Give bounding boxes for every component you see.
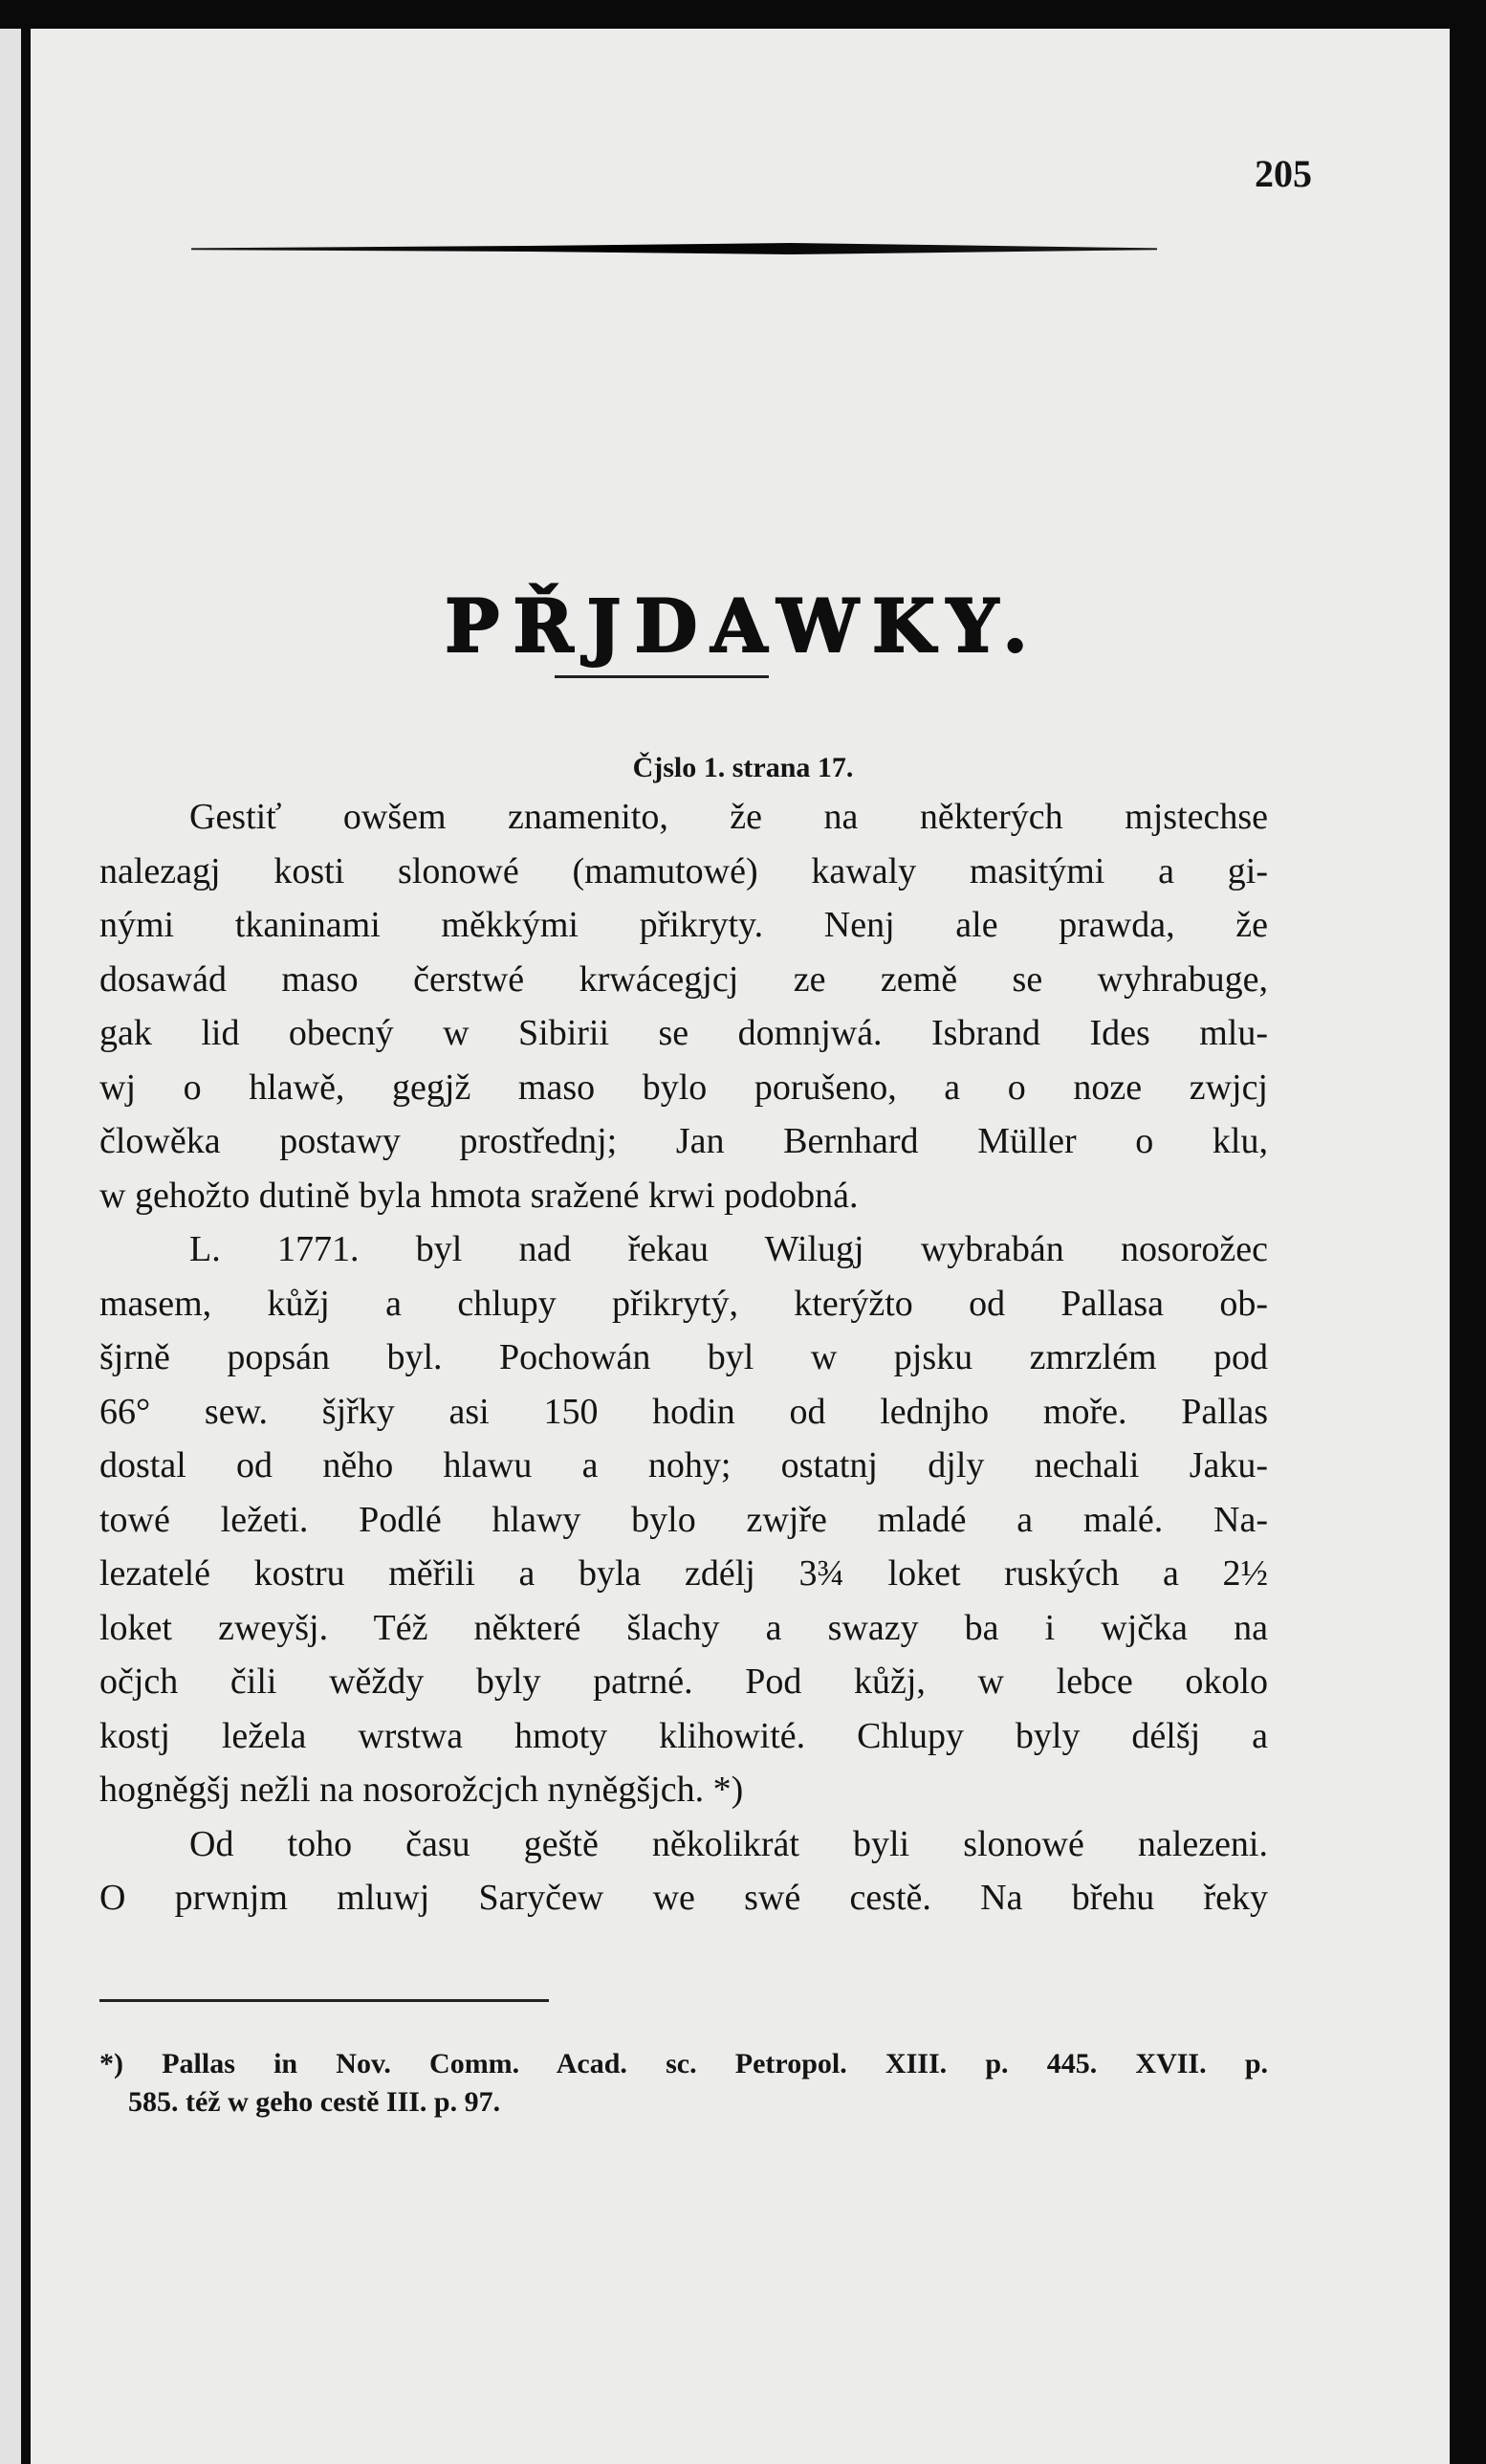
text-line: lezatelé kostru měřili a byla zdélj 3¾ loket ruských a 2½ (99, 1553, 1268, 1594)
text-line: masem, kůžj a chlupy přikrytý, kterýžto od Pallasa ob- (99, 1283, 1268, 1324)
body-text (99, 790, 1268, 1925)
text-line: O prwnjm mluwj Saryčew we swé cestě. Na břehu řeky (99, 1878, 1268, 1918)
text-line: wj o hlawě, gegjž maso bylo porušeno, a o noze zwjcj (99, 1067, 1268, 1108)
text-line: loket zweyšj. Též některé šlachy a swazy ba i wjčka na (99, 1607, 1268, 1648)
text-line: L. 1771. byl nad řekau Wilugj wybrabán nosorožec (189, 1229, 1268, 1269)
footnote-line: *) Pallas in Nov. Comm. Acad. sc. Petropol. XIII. p. 445. XVII. p. (99, 2048, 1268, 2079)
footnote-rule (99, 1999, 549, 2002)
book-page (31, 29, 1450, 2464)
text-line: w gehožto dutině byla hmota sražené krwi podobná. (99, 1175, 859, 1216)
text-line: dosawád maso čerstwé krwácegjcj ze země se wyhrabuge, (99, 958, 1268, 1000)
text-line: Gestiť owšem znamenito, že na některých mjstechse (189, 797, 1268, 837)
text-line: očjch čili wěždy byly patrné. Pod kůžj, w lebce okolo (99, 1661, 1268, 1702)
text-line: gak lid obecný w Sibirii se domnjwá. Isbrand Ides mlu- (99, 1013, 1268, 1053)
footnote (99, 2045, 1268, 2122)
text-line: dostal od něho hlawu a nohy; ostatnj djly nechali Jaku- (99, 1445, 1268, 1485)
footnote-line: 585. též w geho cestě III. p. 97. (128, 2086, 501, 2118)
text-line: nalezagj kosti slonowé (mamutowé) kawaly masitými a gi- (99, 850, 1268, 891)
page-number: 205 (1255, 152, 1312, 195)
header-rule (191, 243, 1157, 254)
page-heading: PŘJDAWKY. (445, 583, 1041, 669)
text-line: 66° sew. šjřky asi 150 hodin od lednjho moře. Pallas (99, 1391, 1268, 1432)
text-line: šjrně popsán byl. Pochowán byl w pjsku zmrzlém pod (99, 1337, 1268, 1377)
text-line: towé ležeti. Podlé hlawy bylo zwjře mladé a malé. Na- (99, 1499, 1268, 1540)
text-line: kostj ležela wrstwa hmoty klihowité. Chlupy byly délšj a (99, 1715, 1268, 1756)
heading-rule (555, 675, 769, 678)
text-line: Od toho času geště několikrát byli slonowé nalezeni. (189, 1823, 1268, 1864)
text-line: člowěka postawy prostřednj; Jan Bernhard Müller o klu, (99, 1121, 1268, 1161)
scan-edge (0, 0, 1486, 33)
section-caption: Čjslo 1. strana 17. (632, 752, 854, 783)
facing-page-edge (0, 29, 21, 2464)
text-line: hogněgšj nežli na nosorožcjch nyněgšjch. *) (99, 1770, 744, 1810)
text-line: nými tkaninami měkkými přikryty. Nenj ale prawda, že (99, 905, 1268, 945)
